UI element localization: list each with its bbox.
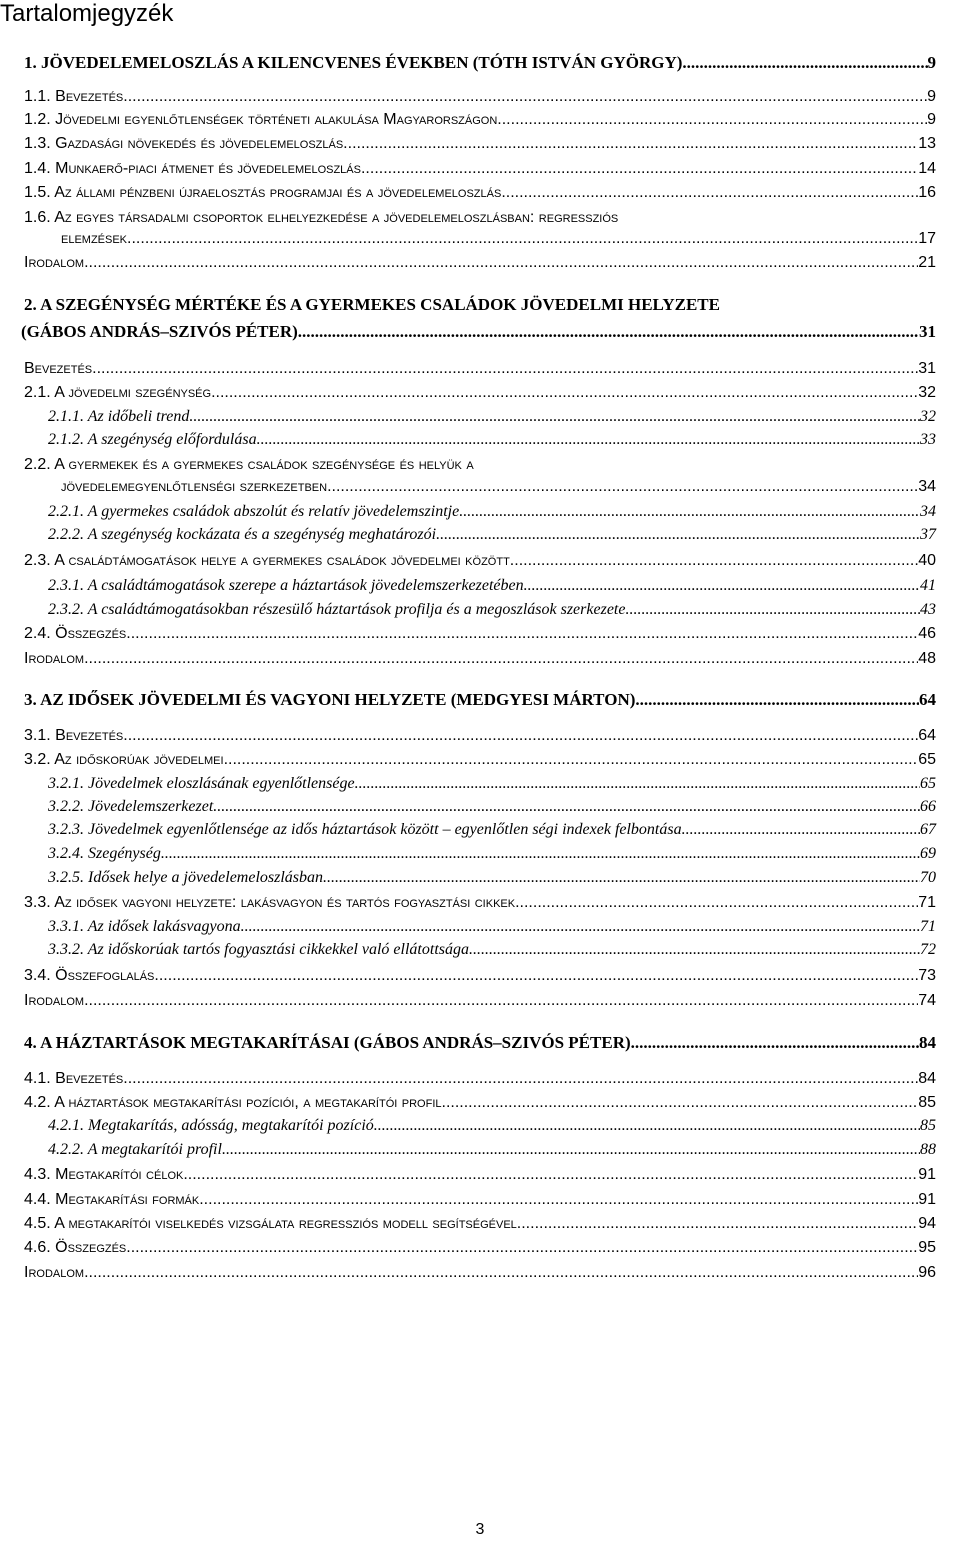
dot-leader: [442, 1094, 919, 1112]
dot-leader: [682, 53, 927, 73]
dot-leader: [327, 478, 918, 496]
toc-entry-page: 34: [918, 478, 936, 495]
toc-entry-label: [24, 209, 618, 226]
dot-leader: [257, 431, 920, 449]
toc-entry-text: A szegénység előfordulása: [87, 431, 257, 448]
toc-entry-text: A megtakarítói viselkedés vizsgálata regressziós modell segítségével: [54, 1215, 517, 1232]
dot-leader: [241, 918, 920, 936]
toc-entry[interactable]: [0, 1070, 960, 1094]
toc-entry[interactable]: [0, 625, 960, 649]
toc-entry-number: 3.3.: [24, 894, 51, 911]
toc-entry-number: 4.2.: [24, 1094, 51, 1111]
toc-entry-page: 71: [920, 918, 936, 935]
dot-leader: [84, 1264, 918, 1282]
toc-entry[interactable]: [0, 1239, 960, 1263]
toc-entry-page: 94: [918, 1215, 936, 1232]
toc-entry-page: 40: [918, 552, 936, 569]
toc-entry[interactable]: [0, 526, 960, 550]
toc-entry-label: [24, 967, 154, 985]
toc-entry-page: 34: [920, 503, 936, 520]
toc-entry-page: 95: [918, 1239, 936, 1256]
dot-leader: [436, 526, 920, 544]
toc-entry-text-continued: jövedelemegyenlőtlenségi szerkezetben: [61, 478, 328, 495]
toc-entry-page: 9: [927, 111, 936, 128]
toc-entry-label: [48, 845, 161, 863]
toc-entry[interactable]: [0, 869, 960, 893]
toc-entry[interactable]: [0, 184, 960, 208]
toc-entry-page: 43: [920, 601, 936, 618]
toc-entry[interactable]: [0, 1215, 960, 1239]
toc-entry-number: 4.6.: [24, 1239, 51, 1256]
toc-entry-text: Irodalom: [24, 254, 85, 271]
toc-entry-number: 2.1.2.: [48, 431, 84, 448]
toc-entry-label: [24, 53, 682, 73]
toc-entry-page: 85: [918, 1094, 936, 1111]
dot-leader: [361, 160, 918, 178]
toc-entry-label: [24, 456, 474, 473]
toc-entry-label: [48, 1141, 222, 1159]
toc-entry-page: 41: [920, 577, 936, 594]
toc-entry[interactable]: [0, 254, 960, 278]
toc-entry-page: 13: [918, 135, 936, 152]
toc-entry-label: [24, 135, 343, 153]
toc-entry-text: Jövedelmek eloszlásának egyenlőtlensége: [88, 775, 355, 792]
toc-entry-text: A gyermekes családok abszolút és relatív jövedelemszintje: [87, 503, 460, 520]
toc-entry-label: [48, 821, 682, 839]
toc-entry-label: [24, 1070, 123, 1088]
toc-entry-label: [48, 431, 257, 449]
toc-entry-page: 33: [920, 431, 936, 448]
dot-leader: [469, 941, 920, 959]
toc-entry-label: [48, 798, 213, 816]
dot-leader: [127, 230, 918, 248]
toc-entry[interactable]: [0, 1191, 960, 1215]
dot-leader: [515, 894, 918, 912]
toc-entry-page: 32: [918, 384, 936, 401]
toc-entry[interactable]: [0, 967, 960, 991]
toc-entry-text: Bevezetés: [55, 727, 124, 744]
toc-entry-number: 3.: [24, 690, 37, 709]
dot-leader: [501, 184, 918, 202]
toc-entry[interactable]: [0, 88, 960, 112]
dot-leader: [524, 577, 920, 595]
dot-leader: [84, 650, 918, 668]
toc-entry-text: Az időskorúak jövedelmei: [54, 751, 224, 768]
toc-entry-number: 2.1.: [24, 384, 51, 401]
dot-leader: [84, 992, 918, 1010]
toc-entry-label: [24, 254, 84, 272]
toc-entry-number: 4.5.: [24, 1215, 51, 1232]
toc-entry-page: 14: [918, 160, 936, 177]
toc-entry-page: 96: [918, 1264, 936, 1281]
dot-leader: [154, 967, 918, 985]
toc-entry-number: 1.1.: [24, 88, 51, 105]
dot-leader: [224, 751, 919, 769]
toc-entry-page: 70: [920, 869, 936, 886]
toc-entry-text: Az idősek vagyoni helyzete: lakásvagyon és tartós fogyasztási cikkek: [54, 894, 516, 911]
toc-entry-number: 1.6.: [24, 209, 51, 226]
dot-leader: [183, 1166, 918, 1184]
toc-entry[interactable]: [0, 1033, 960, 1057]
dot-leader: [510, 552, 918, 570]
toc-entry-page: 73: [918, 967, 936, 984]
dot-leader: [374, 1117, 920, 1135]
toc-entry-label: [24, 184, 501, 202]
toc-entry-page: 88: [920, 1141, 936, 1158]
toc-entry-text: Az állami pénzbeni újraelosztás programjai és a jövedelemeloszlás: [54, 184, 502, 201]
toc-entry-number: 4.2.1.: [48, 1117, 84, 1134]
toc-entry-number: 2.2.: [24, 456, 51, 473]
toc-entry-page: 31: [919, 322, 936, 341]
toc-entry[interactable]: [0, 992, 960, 1016]
toc-entry-page: 16: [918, 184, 936, 201]
toc-entry-number: 3.1.: [24, 727, 51, 744]
toc-entry-text: A HÁZTARTÁSOK MEGTAKARÍTÁSAI (GÁBOS ANDRÁS–SZIVÓS PÉTER): [40, 1033, 631, 1052]
toc-entry-text: A megtakarítói profil: [87, 1141, 222, 1158]
toc-entry-label: [24, 295, 720, 314]
toc-entry-number: 2.3.1.: [48, 577, 84, 594]
toc-entry-text: Szegénység: [88, 845, 161, 862]
toc-entry[interactable]: [0, 918, 960, 942]
toc-entry-page: 67: [920, 821, 936, 838]
toc-entry-text: A jövedelmi szegénység: [54, 384, 212, 401]
toc-entry-number: 2.2.2.: [48, 526, 84, 543]
toc-entry-number: 3.2.1.: [48, 775, 84, 792]
toc-entry[interactable]: [0, 751, 960, 775]
toc-entry-text: Bevezetés: [55, 1070, 124, 1087]
toc-entry-label: [24, 111, 497, 129]
toc-entry-text: Munkaerő-piaci átmenet és jövedelemeloszlás: [55, 160, 361, 177]
toc-entry-label: [24, 1166, 183, 1184]
toc-entry-text: A családtámogatásokban részesülő háztartások profilja és a megoszlások szerkezete: [87, 601, 626, 618]
toc-entry-label: [48, 601, 625, 619]
toc-entry-text: Az időskorúak tartós fogyasztási cikkekkel való ellátottsága: [87, 941, 469, 958]
toc-entry-label: [24, 384, 211, 402]
toc-entry-label: [24, 1215, 517, 1233]
toc-entry[interactable]: [0, 1117, 960, 1141]
toc-entry-text: Az idősek lakásvagyona: [87, 918, 241, 935]
toc-entry[interactable]: [0, 1166, 960, 1190]
toc-entry[interactable]: [0, 295, 960, 341]
dot-leader: [126, 1239, 918, 1257]
toc-entry-page: 72: [920, 941, 936, 958]
toc-entry-text: A szegénység kockázata és a szegénység meghatározói: [87, 526, 437, 543]
dot-leader: [189, 408, 920, 426]
dot-leader: [92, 360, 918, 378]
toc-entry-number: 2.: [24, 295, 37, 314]
toc-entry-label: [24, 650, 84, 668]
toc-entry-label: [24, 1264, 84, 1282]
toc-entry-label: [48, 577, 524, 595]
dot-leader: [222, 1141, 920, 1159]
toc-entry[interactable]: [0, 1094, 960, 1118]
toc-entry-page: 74: [918, 992, 936, 1009]
toc-entry-number: 3.3.1.: [48, 918, 84, 935]
toc-entry-page: 21: [918, 254, 936, 271]
toc-entry-page: 85: [920, 1117, 936, 1134]
toc-entry-number: 1.2.: [24, 111, 51, 128]
toc-entry-number: 2.1.1.: [48, 408, 84, 425]
toc-entry-label: [24, 1191, 199, 1209]
toc-entry-text: Az időbeli trend: [87, 408, 190, 425]
dot-leader: [84, 254, 918, 272]
toc-entry[interactable]: [0, 941, 960, 965]
toc-entry-text: Az egyes társadalmi csoportok elhelyezkedése a jövedelemeloszlásban: regressziós: [54, 209, 619, 226]
toc-entry-page: 46: [918, 625, 936, 642]
toc-entry-label: [48, 941, 469, 959]
dot-leader: [625, 601, 920, 619]
toc-entry[interactable]: [0, 1264, 960, 1288]
toc-entry-text: Összefoglalás: [55, 967, 155, 984]
toc-entry-text-continued: elemzések: [61, 230, 128, 247]
toc-entry-page: 9: [927, 88, 936, 105]
dot-leader: [161, 845, 920, 863]
toc-entry[interactable]: [0, 53, 960, 77]
toc-entry-page: 69: [920, 845, 936, 862]
toc-entry[interactable]: [0, 601, 960, 625]
toc-entry-text: JÖVEDELEMELOSZLÁS A KILENCVENES ÉVEKBEN (TÓTH ISTVÁN GYÖRGY): [41, 53, 683, 72]
toc-entry-number: 4.2.2.: [48, 1141, 84, 1158]
toc-entry-page: 17: [918, 230, 936, 247]
toc-entry-label: [24, 1239, 126, 1257]
toc-entry-label: [24, 160, 361, 178]
toc-entry-number: 2.3.: [24, 552, 51, 569]
toc-entry-number: 3.2.3.: [48, 821, 84, 838]
toc-entry-page: 91: [918, 1166, 936, 1183]
toc-entry-text: AZ IDŐSEK JÖVEDELMI ÉS VAGYONI HELYZETE (MEDGYESI MÁRTON): [40, 690, 636, 709]
toc-entry-page: 32: [920, 408, 936, 425]
toc-entry[interactable]: [0, 160, 960, 184]
dot-leader: [497, 111, 927, 129]
toc-entry-label: [24, 360, 92, 378]
toc-entry-label: [48, 1117, 374, 1135]
toc-entry-label: [24, 992, 84, 1010]
toc-entry-page: 64: [919, 690, 936, 709]
toc-entry-text: A családtámogatások szerepe a háztartások jövedelemszerkezetében: [87, 577, 524, 594]
toc-entry-page: 84: [919, 1033, 936, 1052]
toc-entry-number: 2.3.2.: [48, 601, 84, 618]
toc-entry-text: Jövedelmek egyenlőtlensége az idős háztartások között – egyenlőtlen ségi indexek felbontása: [88, 821, 682, 838]
toc-entry-number: 2.4.: [24, 625, 51, 642]
toc-entry-text: Irodalom: [24, 1264, 85, 1281]
toc-entry-number: 4.3.: [24, 1166, 51, 1183]
toc-entry-text: Összegzés: [55, 1239, 127, 1256]
toc-entry[interactable]: [0, 431, 960, 455]
dot-leader: [199, 1191, 918, 1209]
toc-entry-text: Irodalom: [24, 650, 85, 667]
toc-entry-text: A háztartások megtakarítási pozíciói, a megtakarítói profil: [54, 1094, 442, 1111]
toc-entry-number: 4.1.: [24, 1070, 51, 1087]
toc-entry[interactable]: [0, 845, 960, 869]
toc-entry-label: [24, 88, 123, 106]
toc-entry-number: 3.2.4.: [48, 845, 84, 862]
toc-entry-number: 1.3.: [24, 135, 51, 152]
toc-entry-text-continued: (GÁBOS ANDRÁS–SZIVÓS PÉTER): [21, 322, 298, 341]
toc-entry-page: 71: [918, 894, 936, 911]
dot-leader: [517, 1215, 918, 1233]
toc-title: Tartalomjegyzék: [0, 0, 174, 27]
toc-entry-number: 1.4.: [24, 160, 51, 177]
dot-leader: [123, 727, 918, 745]
dot-leader: [343, 135, 918, 153]
toc-entry-page: 9: [927, 53, 936, 72]
toc-entry-page: 66: [920, 798, 936, 815]
toc-entry-label: [48, 918, 241, 936]
toc-entry-text: Bevezetés: [24, 360, 93, 377]
toc-entry-number: 1.: [24, 53, 37, 72]
toc-entry-number: 3.4.: [24, 967, 51, 984]
toc-entry-text: Jövedelmi egyenlőtlenségek történeti alakulása Magyarországon: [55, 111, 498, 128]
toc-entry[interactable]: [0, 408, 960, 432]
toc-entry-number: 3.3.2.: [48, 941, 84, 958]
toc-entry-page: 91: [918, 1191, 936, 1208]
toc-entry-label: [24, 690, 635, 710]
toc-entry-label: [24, 894, 515, 912]
toc-entry-label: [24, 552, 510, 570]
toc-entry[interactable]: [0, 552, 960, 576]
toc-entry[interactable]: [0, 209, 960, 247]
toc-entry-text: A gyermekek és a gyermekes családok szegénysége és helyük a: [54, 456, 474, 473]
toc-entry-page: 31: [918, 360, 936, 377]
toc-entry-text: Megtakarítói célok: [55, 1166, 184, 1183]
toc-entry[interactable]: [0, 775, 960, 799]
toc-entry-text: Jövedelemszerkezet: [88, 798, 214, 815]
dot-leader: [123, 88, 927, 106]
toc-entry-number: 2.2.1.: [48, 503, 84, 520]
toc-entry-text: Megtakarítási formák: [55, 1191, 200, 1208]
toc-entry-text: Gazdasági növekedés és jövedelemeloszlás: [55, 135, 344, 152]
dot-leader: [213, 798, 920, 816]
dot-leader: [298, 322, 919, 342]
toc-entry-page: 84: [918, 1070, 936, 1087]
toc-entry[interactable]: [0, 384, 960, 408]
toc-entry[interactable]: [0, 111, 960, 135]
toc-entry-number: 1.5.: [24, 184, 51, 201]
toc-entry[interactable]: [0, 360, 960, 384]
dot-leader: [682, 821, 920, 839]
toc-entry-number: 4.4.: [24, 1191, 51, 1208]
dot-leader: [635, 690, 919, 710]
toc-entry-number: 3.2.2.: [48, 798, 84, 815]
dot-leader: [126, 625, 918, 643]
toc-entry-number: 4.: [24, 1033, 37, 1052]
toc-entry[interactable]: [0, 456, 960, 495]
toc-entry-label: [48, 503, 459, 521]
toc-entry-page: 65: [920, 775, 936, 792]
toc-entry-label: [24, 751, 224, 769]
toc-entry-number: 3.2.5.: [48, 869, 84, 886]
toc-entry[interactable]: [0, 1141, 960, 1165]
toc-entry-page: 37: [920, 526, 936, 543]
toc-entry[interactable]: [0, 798, 960, 822]
toc-entry-text: Bevezetés: [55, 88, 124, 105]
toc-entry-label: [48, 869, 323, 887]
toc-entry-page: 64: [918, 727, 936, 744]
toc-entry[interactable]: [0, 577, 960, 601]
toc-entry-text: Irodalom: [24, 992, 85, 1009]
dot-leader: [355, 775, 920, 793]
toc-entry-label: [48, 526, 436, 544]
toc-entry-label: [48, 408, 189, 426]
dot-leader: [211, 384, 918, 402]
toc-entry-text: A családtámogatások helye a gyermekes családok jövedelmei között: [54, 552, 510, 569]
toc-entry-text: A SZEGÉNYSÉG MÉRTÉKE ÉS A GYERMEKES CSALÁDOK JÖVEDELMI HELYZETE: [40, 295, 720, 314]
toc-entry-page: 48: [918, 650, 936, 667]
dot-leader: [631, 1033, 919, 1053]
toc-entry[interactable]: [0, 894, 960, 918]
toc-entry-page: 65: [918, 751, 936, 768]
dot-leader: [459, 503, 920, 521]
dot-leader: [123, 1070, 918, 1088]
toc-entry[interactable]: [0, 503, 960, 527]
toc-entry-label: [24, 625, 126, 643]
toc-entry-text: Idősek helye a jövedelemeloszlásban: [88, 869, 324, 886]
toc-entry-label: [24, 1094, 442, 1112]
toc-entry-number: 3.2.: [24, 751, 51, 768]
page-number: 3: [475, 1521, 485, 1538]
toc-entry-text: Összegzés: [55, 625, 127, 642]
toc-entry[interactable]: [0, 650, 960, 674]
toc-entry-text: Megtakarítás, adósság, megtakarítói pozíció: [88, 1117, 374, 1134]
toc-entry-label: [48, 775, 355, 793]
toc-entry[interactable]: [0, 727, 960, 751]
toc-entry[interactable]: [0, 690, 960, 714]
toc-entry-label: [24, 1033, 631, 1053]
toc-entry-label: [24, 727, 123, 745]
dot-leader: [323, 869, 920, 887]
toc-entry[interactable]: [0, 821, 960, 845]
toc-entry[interactable]: [0, 135, 960, 159]
